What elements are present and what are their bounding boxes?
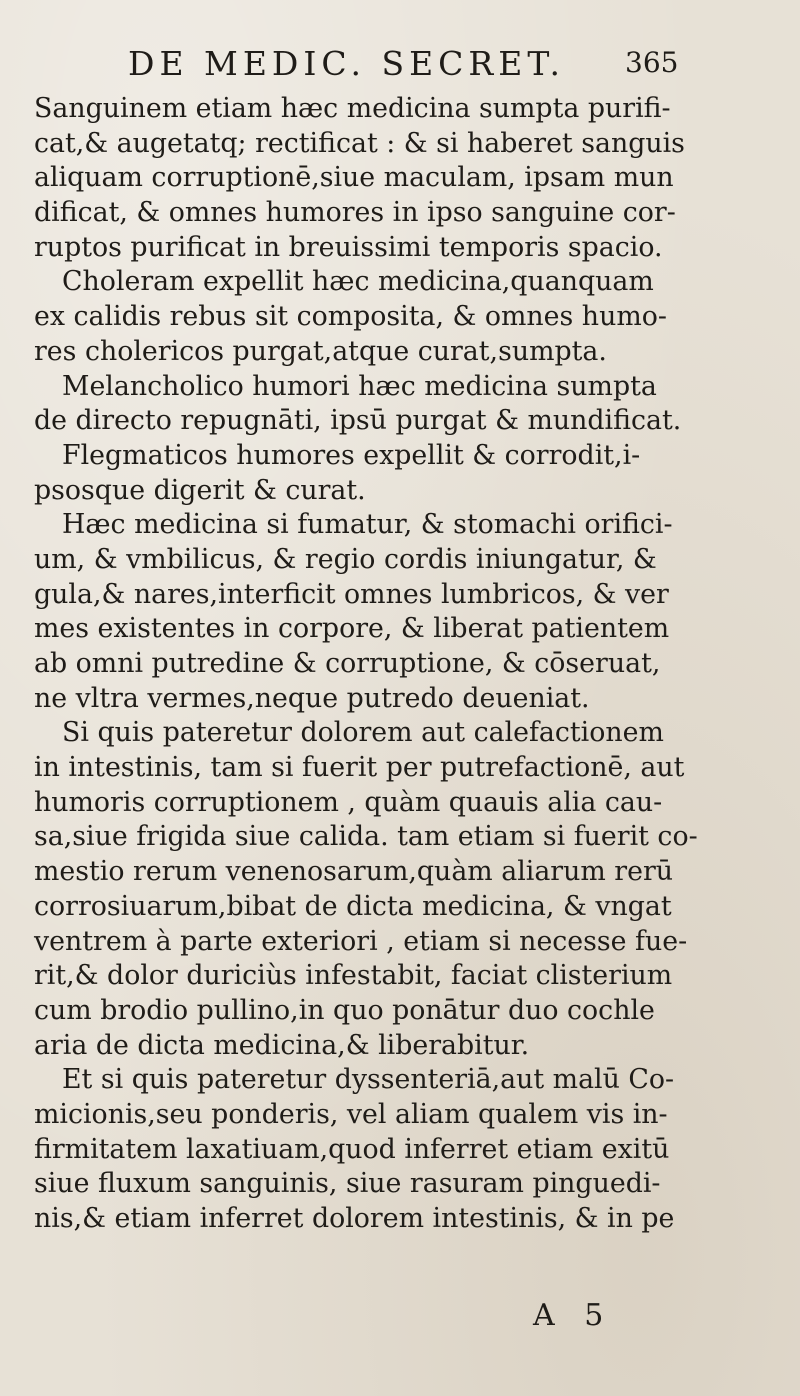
text-line: ab omni putredine & corruptione, & cōseruat, [34, 648, 661, 679]
paragraph-start-line: Choleram expellit hæc medicina,quanquam [62, 266, 654, 298]
text-line: corrosiuarum,bibat de dicta medicina, & vngat [34, 890, 672, 922]
body-text [34, 92, 779, 1237]
text-line: res cholericos purgat,atque curat,sumpta. [34, 335, 607, 367]
paragraph-start-line: Melancholico humori hæc medicina sumpta [62, 370, 657, 402]
paragraph-start-line: Si quis pateretur dolorem aut calefactionem [62, 717, 664, 749]
text-line: firmitatem laxatiuam,quod inferret etiam exitū [34, 1133, 670, 1165]
text-line: mestio rerum venenosarum,quàm aliarum rerū [34, 856, 674, 888]
page-number: 365 [625, 46, 679, 79]
paragraph-start-line: Hæc medicina si fumatur, & stomachi orifici- [62, 509, 673, 541]
text-line: mes existentes in corpore, & liberat patientem [34, 613, 670, 645]
text-line: rit,& dolor duriciùs infestabit, faciat clisterium [34, 960, 673, 992]
text-line: Sanguinem etiam hæc medicina sumpta purifi- [34, 93, 671, 124]
text-line: dificat, & omnes humores in ipso sanguine cor- [34, 197, 676, 229]
text-line: humoris corruptionem , quàm quauis alia cau- [34, 786, 663, 818]
running-title: DE MEDIC. SECRET. [128, 44, 565, 83]
text-line: aliquam corruptionē,siue maculam, ipsam mun [34, 162, 674, 194]
text-line: micionis,seu ponderis, vel aliam qualem vis in- [34, 1098, 668, 1130]
text-line: ne vltra vermes,neque putredo deueniat. [34, 682, 590, 714]
paragraph-start-line: Flegmaticos humores expellit & corrodit,i- [62, 439, 641, 471]
text-line: aria de dicta medicina,& liberabitur. [34, 1029, 530, 1061]
text-line: in intestinis, tam si fuerit per putrefactionē, aut [34, 752, 685, 784]
signature-mark: A 5 [533, 1298, 614, 1333]
text-line: gula,& nares,interficit omnes lumbricos, & ver [34, 578, 669, 610]
text-line: ruptos purificat in breuissimi temporis spacio. [34, 231, 663, 263]
text-line: um, & vmbilicus, & regio cordis iniungatur, & [34, 543, 657, 575]
text-line: de directo repugnāti, ipsū purgat & mundificat. [34, 405, 682, 437]
text-line: ex calidis rebus sit composita, & omnes humo- [34, 301, 667, 333]
text-line: siue fluxum sanguinis, siue rasuram pinguedi- [34, 1168, 661, 1200]
text-line: psosque digerit & curat. [34, 474, 366, 506]
text-line: ventrem à parte exteriori , etiam si necesse fue- [34, 925, 688, 957]
text-line: sa,siue frigida siue calida. tam etiam si fuerit co- [34, 821, 698, 853]
text-line: nis,& etiam inferret dolorem intestinis, & in pe [34, 1203, 675, 1234]
text-line: cat,& augetatq; rectificat : & si haberet sanguis [34, 127, 685, 159]
text-line: cum brodio pullino,in quo ponātur duo cochle [34, 994, 655, 1026]
paragraph-start-line: Et si quis pateretur dyssenteriā,aut malū Co- [62, 1064, 675, 1096]
running-head [0, 44, 800, 94]
